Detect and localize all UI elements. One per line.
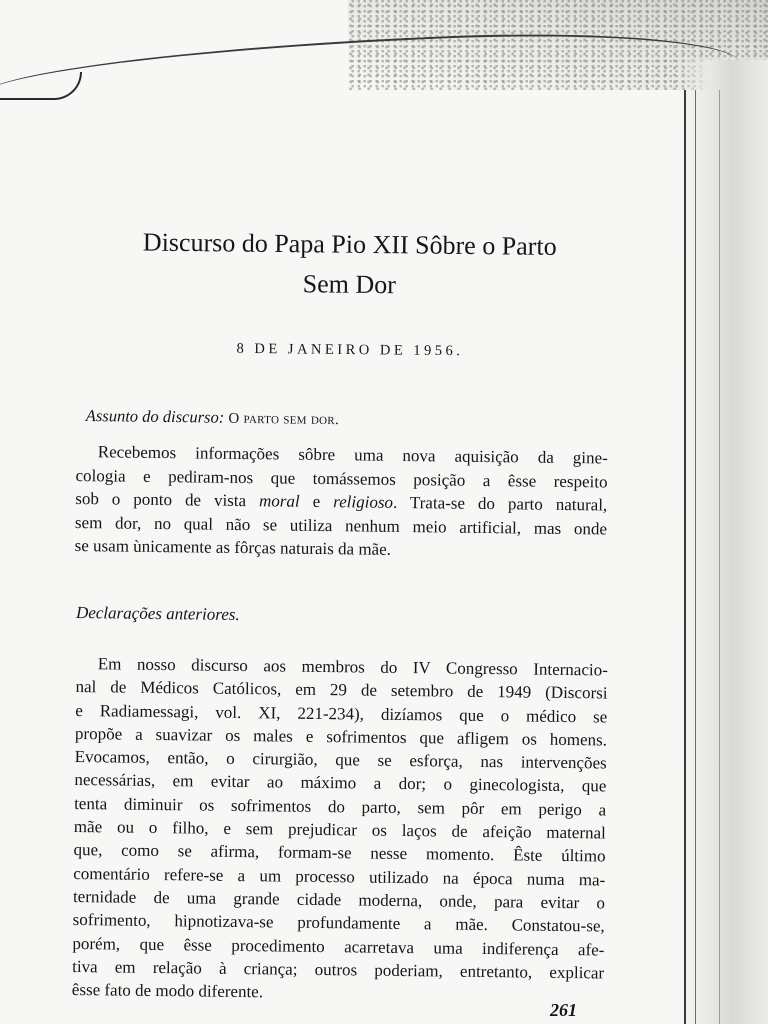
- text-line: comentário refere-se a um processo utilizado na época numa ma-: [73, 863, 606, 890]
- page-title: [89, 222, 610, 307]
- title-line-2: Sem Dor: [302, 269, 397, 300]
- text-line: Evocamos, então, o cirurgião, que se esforça, nas intervenções: [74, 747, 607, 773]
- text-line: propõe a suavizar os males e sofrimentos que afligem os homens.: [74, 723, 608, 750]
- text-line: porém, que êsse procedimento acarretava uma indiferença afe-: [72, 933, 605, 960]
- paragraph-2: [72, 652, 608, 1008]
- text-line: Em nosso discurso aos membros do IV Congresso Internacio-: [97, 654, 608, 680]
- page-number: 261: [550, 1000, 577, 1020]
- text-line: sem dor, no qual não se utiliza nenhum meio artificial, mas onde: [74, 512, 608, 538]
- text-line: que, como se afirma, formam-se nesse momento. Êste último: [73, 840, 606, 866]
- text-line: ternidade de uma grande cidade moderna, onde, para evitar o: [72, 886, 606, 913]
- binding-edge-line: [695, 90, 696, 1024]
- text-line: tenta diminuir os sofrimentos do parto, sem pôr em perigo a: [74, 793, 607, 820]
- text-line: Recebemos informações sôbre uma nova aquisição da gine-: [97, 442, 608, 468]
- subject-value: O parto sem dor.: [228, 410, 340, 429]
- title-line-1: Discurso do Papa Pio XII Sôbre o Parto: [142, 227, 557, 261]
- book-binding-shadow: [678, 60, 768, 1024]
- page-curl-edge: [0, 23, 741, 128]
- binding-edge-line: [684, 90, 686, 1024]
- text-line: nal de Médicos Católicos, em 29 de setembro de 1949 (Discorsi: [75, 677, 608, 703]
- speech-date: 8 DE JANEIRO DE 1956.: [236, 340, 464, 360]
- subject-label: Assunto do discurso:: [85, 405, 225, 427]
- binding-edge-line: [719, 90, 720, 1024]
- text-line: sob o ponto de vista moral e religioso. Trata-se do parto natural,: [75, 488, 608, 515]
- text-line: e Radiamessagi, vol. XI, 221-234), dizíamos que o médico se: [75, 700, 608, 727]
- paragraph-1: [75, 440, 608, 564]
- text-line: tiva em relação à criança; outros poderiam, entretanto, explicar: [72, 956, 605, 983]
- text-line: êsse fato de modo diferente.: [71, 980, 264, 1002]
- text-line: sofrimento, hipnotizava-se profundamente a mãe. Constatou-se,: [72, 910, 605, 936]
- subject-line: [86, 404, 618, 436]
- section-heading: Declarações anteriores.: [75, 603, 240, 624]
- text-line: mãe ou o filho, e sem prejudicar os laços de afeição maternal: [73, 817, 606, 843]
- text-line: cologia e pediram-nos que tomássemos posição a êsse respeito: [75, 465, 608, 491]
- text-line: se usam ùnicamente as fôrças naturais da mãe.: [74, 535, 392, 559]
- text-line: necessárias, em evitar ao máximo a dor; o ginecologista, que: [74, 770, 607, 796]
